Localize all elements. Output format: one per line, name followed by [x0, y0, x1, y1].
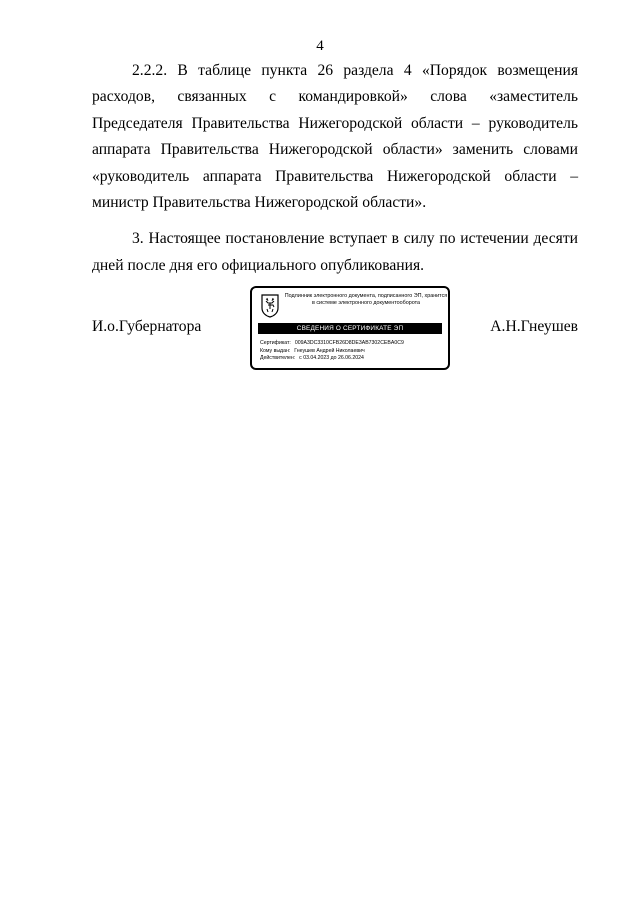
page-number: 4 [316, 38, 324, 54]
stamp-details [260, 340, 446, 363]
certificate-row [260, 340, 446, 348]
stamp-title-bar: СВЕДЕНИЯ О СЕРТИФИКАТЕ ЭП [258, 323, 442, 334]
signer-name: А.Н.Гнеушев [490, 318, 578, 335]
issued-to-label: Кому выдан: [260, 347, 291, 354]
paragraph-3: 3. Настоящее постановление вступает в силу по истечении десяти дней после дня его официального опубликования. [92, 230, 578, 274]
validity-value: с 03.04.2023 до 26.06.2024 [299, 355, 364, 362]
validity-row [260, 355, 446, 363]
stamp-header: Подлинник электронного документа, подписанного ЭП, хранится в системе электронного документооборота [284, 293, 448, 306]
validity-label: Действителен: [260, 355, 296, 362]
certificate-label: Сертификат: [260, 340, 291, 346]
issued-to-value: Гнеушев Андрей Николаевич [294, 347, 365, 354]
signer-role: И.о.Губернатора [92, 318, 202, 335]
electronic-signature-stamp [250, 286, 450, 370]
document-body [92, 58, 578, 279]
certificate-value: 009A3DC3310CFB26D8DE3AB7302CEBA0C9 [294, 340, 404, 346]
paragraph-2-2-2: 2.2.2. В таблице пункта 26 раздела 4 «Порядок возмещения расходов, связанных с командировкой» слова «заместитель Председателя Правительства Нижегородской области – руководитель аппарата Правительства Нижегородской области» заменить словами «руководитель аппарата Правительства Нижегородской области – министр Правительства Нижегородской области». [92, 62, 578, 212]
deer-coat-of-arms-icon [260, 294, 280, 318]
